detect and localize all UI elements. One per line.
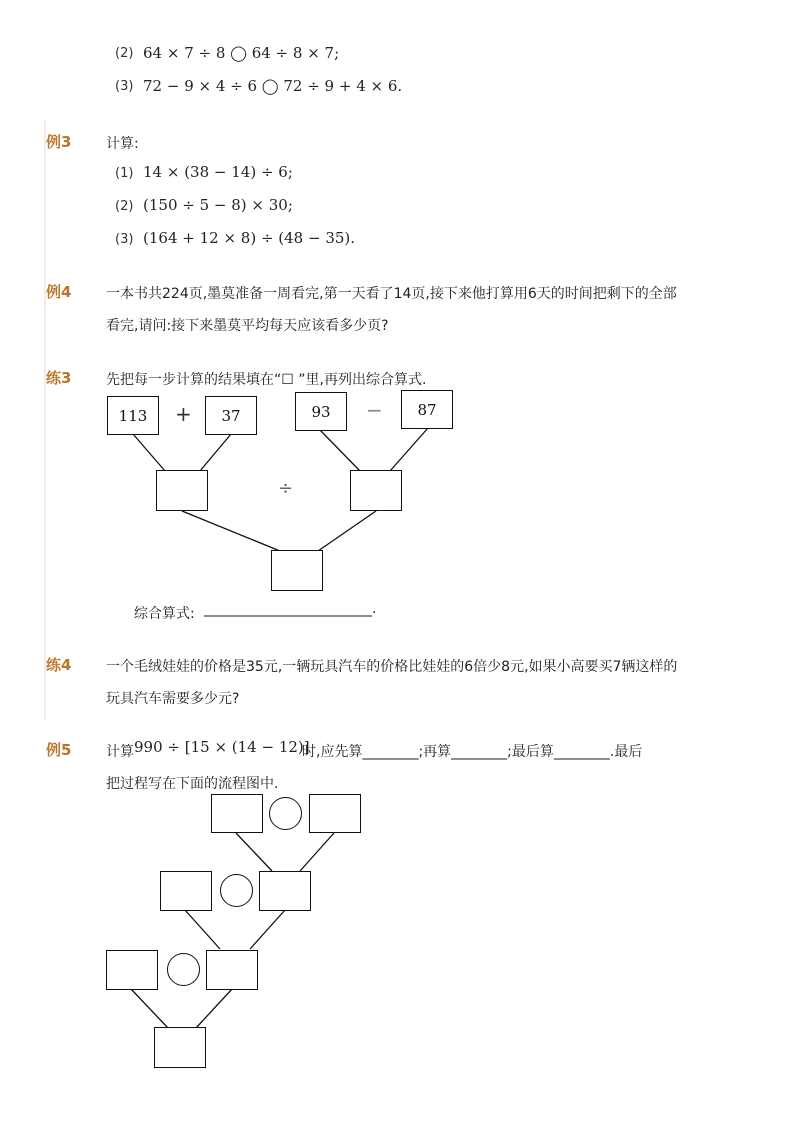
practice4-label: 练4: [46, 656, 72, 674]
example3-item2-expression: (150 ÷ 5 − 8) × 30;: [143, 196, 293, 214]
practice3-intro: 先把每一步计算的结果填在“☐ ”里,再列出综合算式.: [106, 372, 427, 388]
flow-circle-r3[interactable]: [167, 953, 200, 986]
practice3-box-93: 93: [295, 392, 347, 431]
practice3-answer-blank[interactable]: ________________________.: [204, 601, 377, 617]
practice3-label: 练3: [46, 369, 72, 387]
example3-item3-number: (3): [115, 232, 134, 247]
flow-circle-r2[interactable]: [220, 874, 253, 907]
flow-box-r3-left[interactable]: [106, 950, 158, 990]
example5-label: 例5: [46, 741, 72, 759]
example5-prefix: 计算: [106, 744, 134, 760]
practice3-answer-box-left[interactable]: [156, 470, 208, 511]
example4-text-line2: 看完,请问:接下来墨莫平均每天应该看多少页?: [106, 318, 389, 334]
practice3-minus-sign: −: [366, 398, 383, 422]
practice3-box-37: 37: [205, 396, 257, 435]
example5-text-line2: 把过程写在下面的流程图中.: [106, 776, 279, 792]
practice3-box-113: 113: [107, 396, 159, 435]
top-item3-number: (3): [115, 79, 134, 94]
flow-box-r1-left[interactable]: [211, 794, 263, 833]
example3-label: 例3: [46, 133, 72, 151]
example3-item3-expression: (164 + 12 × 8) ÷ (48 − 35).: [143, 229, 356, 247]
flow-box-r2-right[interactable]: [259, 871, 311, 911]
top-item3-expression: 72 − 9 × 4 ÷ 6 ◯ 72 ÷ 9 + 4 × 6.: [143, 77, 403, 95]
example3-intro: 计算:: [106, 136, 139, 152]
top-item2-number: (2): [115, 46, 134, 61]
flow-box-r2-left[interactable]: [160, 871, 212, 911]
practice3-answer-box-final[interactable]: [271, 550, 323, 591]
example3-item1-number: (1): [115, 166, 134, 181]
practice3-divide-sign: ÷: [278, 478, 294, 499]
flow-box-final[interactable]: [154, 1027, 206, 1068]
example4-text-line1: 一本书共224页,墨莫准备一周看完,第一天看了14页,接下来他打算用6天的时间把剩下的全部: [106, 286, 677, 302]
example5-expression: 990 ÷ [15 × (14 − 12)]: [134, 738, 310, 756]
practice3-box-87: 87: [401, 390, 453, 429]
example3-item2-number: (2): [115, 199, 134, 214]
top-item2-expression: 64 × 7 ÷ 8 ◯ 64 ÷ 8 × 7;: [143, 44, 340, 62]
example5-suffix: 时,应先算________;再算________;最后算________.最后: [302, 744, 643, 760]
example3-item1-expression: 14 × (38 − 14) ÷ 6;: [143, 163, 293, 181]
example4-label: 例4: [46, 283, 72, 301]
practice3-plus-sign: +: [175, 402, 192, 426]
practice3-answer-box-right[interactable]: [350, 470, 402, 511]
flow-box-r1-right[interactable]: [309, 794, 361, 833]
practice4-text-line2: 玩具汽车需要多少元?: [106, 691, 240, 707]
flow-box-r3-right[interactable]: [206, 950, 258, 990]
practice3-answer-label: 综合算式:: [134, 606, 195, 622]
flow-circle-r1[interactable]: [269, 797, 302, 830]
practice4-text-line1: 一个毛绒娃娃的价格是35元,一辆玩具汽车的价格比娃娃的6倍少8元,如果小高要买7辆这样的: [106, 659, 678, 675]
